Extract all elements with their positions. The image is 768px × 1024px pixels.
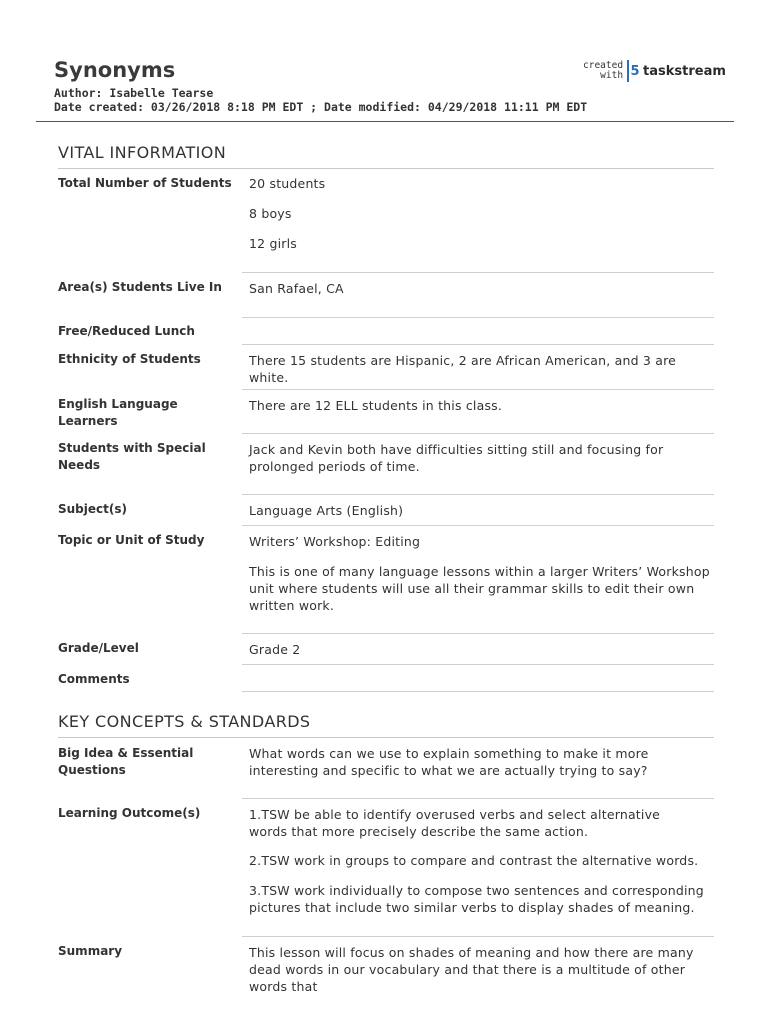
logo-glyph: 5 xyxy=(630,63,640,79)
row-value-boys: 8 boys xyxy=(249,206,292,221)
row-value-summary: This lesson will focus on shades of meaning and how there are many dead words in our vocabulary and that there is a multitude of other words that xyxy=(249,945,694,994)
row-value-topic: Writers’ Workshop: Editing xyxy=(249,534,421,549)
document-title: Synonyms xyxy=(54,58,176,82)
row-divider xyxy=(242,272,714,273)
brand-name: taskstream xyxy=(643,63,726,79)
row-label-area: Area(s) Students Live In xyxy=(58,280,222,294)
row-divider xyxy=(242,317,714,318)
taskstream-brand[interactable] xyxy=(583,59,726,83)
with-word: with xyxy=(600,70,624,81)
row-divider xyxy=(242,525,714,526)
row-divider xyxy=(242,936,714,937)
section-title-key-concepts: KEY CONCEPTS & STANDARDS xyxy=(58,712,311,731)
row-label-ethnicity: Ethnicity of Students xyxy=(58,352,201,366)
row-label-summary: Summary xyxy=(58,944,123,958)
row-divider xyxy=(242,433,714,434)
row-label-ell: English Language Learners xyxy=(58,397,178,428)
row-divider xyxy=(242,344,714,345)
created-word: created xyxy=(583,60,624,71)
row-value-outcome-3: 3.TSW work individually to compose two sentences and corresponding pictures that include two similar verbs to display shades of meaning. xyxy=(249,883,704,915)
row-value-special-needs: Jack and Kevin both have difficulties sitting still and focusing for prolonged periods of time. xyxy=(249,442,664,474)
row-value-subject: Language Arts (English) xyxy=(249,503,404,518)
dates-line: Date created: 03/26/2018 8:18 PM EDT ; Date modified: 04/29/2018 11:11 PM EDT xyxy=(54,100,588,114)
section-divider xyxy=(58,737,714,738)
row-label-special-needs: Students with Special Needs xyxy=(58,441,206,472)
row-divider xyxy=(242,664,714,665)
row-divider xyxy=(242,798,714,799)
row-value-area: San Rafael, CA xyxy=(249,281,344,296)
row-divider xyxy=(242,691,714,692)
row-value-outcome-1: 1.TSW be able to identify overused verbs and select alternative words that more precisely describe the same action. xyxy=(249,807,661,839)
row-label-lunch: Free/Reduced Lunch xyxy=(58,324,195,338)
row-divider xyxy=(242,389,714,390)
row-label-big-idea: Big Idea & Essential Questions xyxy=(58,746,194,777)
row-divider xyxy=(242,494,714,495)
taskstream-logo-icon xyxy=(627,60,641,82)
row-value-big-idea: What words can we use to explain something to make it more interesting and specific to what we are actually trying to say? xyxy=(249,746,649,778)
created-with-text xyxy=(583,61,623,81)
row-label-comments: Comments xyxy=(58,672,130,686)
author-line: Author: Isabelle Tearse xyxy=(54,86,214,100)
row-label-subject: Subject(s) xyxy=(58,502,127,516)
row-label-total-students: Total Number of Students xyxy=(58,176,232,190)
section-title-vital-information: VITAL INFORMATION xyxy=(58,143,227,162)
row-label-learning-outcomes: Learning Outcome(s) xyxy=(58,806,201,820)
row-value-girls: 12 girls xyxy=(249,236,298,251)
row-label-grade: Grade/Level xyxy=(58,641,139,655)
header-divider xyxy=(36,121,734,122)
row-value-grade: Grade 2 xyxy=(249,642,301,657)
row-value-outcome-2: 2.TSW work in groups to compare and contrast the alternative words. xyxy=(249,853,699,868)
row-label-topic: Topic or Unit of Study xyxy=(58,533,205,547)
section-divider xyxy=(58,168,714,169)
row-value-student-count: 20 students xyxy=(249,176,326,191)
row-value-topic-description: This is one of many language lessons within a larger Writers’ Workshop unit where students will use all their grammar skills to edit their own written work. xyxy=(249,564,710,613)
row-value-ethnicity: There 15 students are Hispanic, 2 are African American, and 3 are white. xyxy=(249,353,677,385)
row-value-ell: There are 12 ELL students in this class. xyxy=(249,398,503,413)
row-divider xyxy=(242,633,714,634)
